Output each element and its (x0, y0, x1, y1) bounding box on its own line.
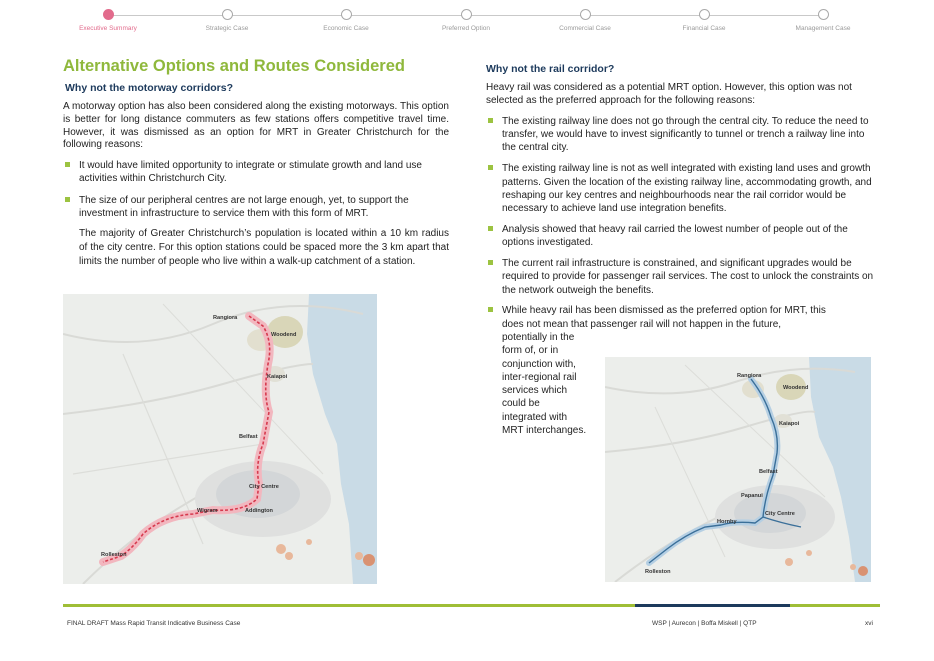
rail-corridor-map (605, 357, 871, 582)
list-item-line: form of, or in (502, 345, 559, 357)
motorway-corridor-map (63, 294, 377, 584)
list-item (486, 115, 874, 155)
nav-step-management-case[interactable] (768, 6, 878, 32)
bullet-square-icon (65, 197, 70, 202)
left-column (63, 56, 449, 268)
step-dot (580, 9, 591, 20)
step-label: Commercial Case (559, 25, 611, 32)
map-label-belfast: Belfast (759, 469, 778, 475)
list-item (63, 159, 449, 186)
bullet-square-icon (488, 307, 493, 312)
step-dot (461, 9, 472, 20)
map-label-woodend: Woodend (783, 385, 809, 391)
section-title: Alternative Options and Routes Considered (63, 57, 405, 75)
list-item-line: While heavy rail has been dismissed as the preferred option for MRT, this (502, 305, 826, 317)
map-label-city-centre: City Centre (249, 484, 279, 490)
list-item-text: It would have limited opportunity to integrate or stimulate growth and land use activities within Christchurch City. (79, 160, 422, 185)
rail-map-graphic (605, 357, 871, 582)
list-item-text: The current rail infrastructure is constrained, and significant upgrades would be required to provide for passenger rail services. The cost to unlock the constraints on the network outweigh the benefits. (502, 257, 874, 296)
map-label-wigram: Wigram (197, 508, 218, 514)
list-item-text: The existing railway line is not as well integrated with existing land uses and growth patterns. Given the location of the existing railway line, accommodating growth, and reshaping our key centres and neighbourhoods near the rail corridor would be necessary to achieve land use integration benefits. (502, 163, 872, 215)
step-label: Executive Summary (79, 25, 137, 32)
list-item (486, 223, 874, 250)
footer-rule-green-right (790, 604, 880, 607)
step-dot (222, 9, 233, 20)
map-label-kaiapoi: Kaiapoi (267, 374, 288, 380)
map-label-rolleston: Rolleston (645, 569, 671, 575)
nav-step-economic-case[interactable] (291, 6, 401, 32)
bullet-square-icon (488, 118, 493, 123)
bullet-square-icon (488, 226, 493, 231)
list-item-line: services which (502, 385, 568, 397)
motorway-intro: A motorway option has also been considered along the existing motorways. This option is better for long distance commuters as few stations offers competitive travel time. However, it was dismissed as an option for MRT in Greater Christchurch for the following reasons: (63, 101, 449, 151)
step-dot (699, 9, 710, 20)
nav-step-financial-case[interactable] (649, 6, 759, 32)
map-label-hornby: Hornby (717, 519, 737, 525)
list-item (486, 257, 874, 297)
bullet-square-icon (488, 165, 493, 170)
nav-step-executive-summary[interactable] (53, 6, 163, 32)
map-label-rangiora: Rangiora (737, 373, 762, 379)
page-number: xvi (865, 620, 873, 627)
motorway-subtitle: Why not the motorway corridors? (65, 82, 234, 94)
rail-subtitle: Why not the rail corridor? (486, 63, 615, 75)
map-label-papanui: Papanui (741, 493, 763, 499)
list-item-text: Analysis showed that heavy rail carried the lowest number of people out of the options investigated. (502, 223, 848, 249)
motorway-map-graphic (63, 294, 377, 584)
step-label: Strategic Case (205, 25, 249, 32)
list-item-text: The size of our peripheral centres are not large enough, yet, to support the investment in infrastructure to service them with this form of MRT. (79, 194, 409, 220)
list-item-line: potentially in the (502, 331, 575, 343)
step-dot (341, 9, 352, 20)
population-paragraph: The majority of Greater Christchurch’s population is located within a 10 km radius of the city centre. For this option stations could be spaced more the 3 km apart that limits the number of people who live within a walk-up catchment of a station. (79, 228, 449, 267)
nav-step-preferred-option[interactable] (411, 6, 521, 32)
footer-authors: WSP | Aurecon | Boffa Miskell | QTP (652, 620, 757, 627)
list-item-text: The existing railway line does not go through the central city. To reduce the need to transfer, we would have to invest significantly to tunnel or trench a railway line into the central city. (502, 115, 869, 154)
footer-document-title: FINAL DRAFT Mass Rapid Transit Indicative Business Case (67, 620, 241, 627)
list-item-line: could be (502, 398, 540, 410)
map-label-belfast: Belfast (239, 434, 258, 440)
footer-rule-navy (635, 604, 790, 607)
step-label: Preferred Option (441, 25, 491, 32)
nav-step-strategic-case[interactable] (172, 6, 282, 32)
list-item-line: does not mean that passenger rail will not happen in the future, (502, 318, 782, 330)
map-label-woodend: Woodend (271, 332, 297, 338)
list-item (63, 194, 449, 221)
progress-nav (62, 6, 878, 38)
list-item-line: inter-regional rail (502, 371, 577, 383)
list-item-line: conjunction with, (502, 358, 576, 370)
bullet-square-icon (488, 260, 493, 265)
map-label-addington: Addington (245, 508, 273, 514)
map-label-kaiapoi: Kaiapoi (779, 421, 800, 427)
list-item (486, 162, 874, 215)
nav-step-commercial-case[interactable] (530, 6, 640, 32)
list-item-line: integrated with (502, 411, 568, 423)
list-item-line: MRT interchanges. (502, 425, 587, 437)
step-label: Management Case (795, 25, 851, 32)
map-label-rolleston: Rolleston (101, 552, 127, 558)
map-label-city-centre: City Centre (765, 511, 795, 517)
footer-rule-green (63, 604, 635, 607)
map-label-rangiora: Rangiora (213, 315, 238, 321)
motorway-reasons-list (63, 159, 449, 220)
rail-intro: Heavy rail was considered as a potential MRT option. However, this option was not selected as the preferred approach for the following reasons: (486, 82, 852, 106)
step-dot (818, 9, 829, 20)
step-dot (103, 9, 114, 20)
step-label: Financial Case (682, 25, 726, 32)
step-label: Economic Case (323, 25, 369, 32)
bullet-square-icon (65, 162, 70, 167)
